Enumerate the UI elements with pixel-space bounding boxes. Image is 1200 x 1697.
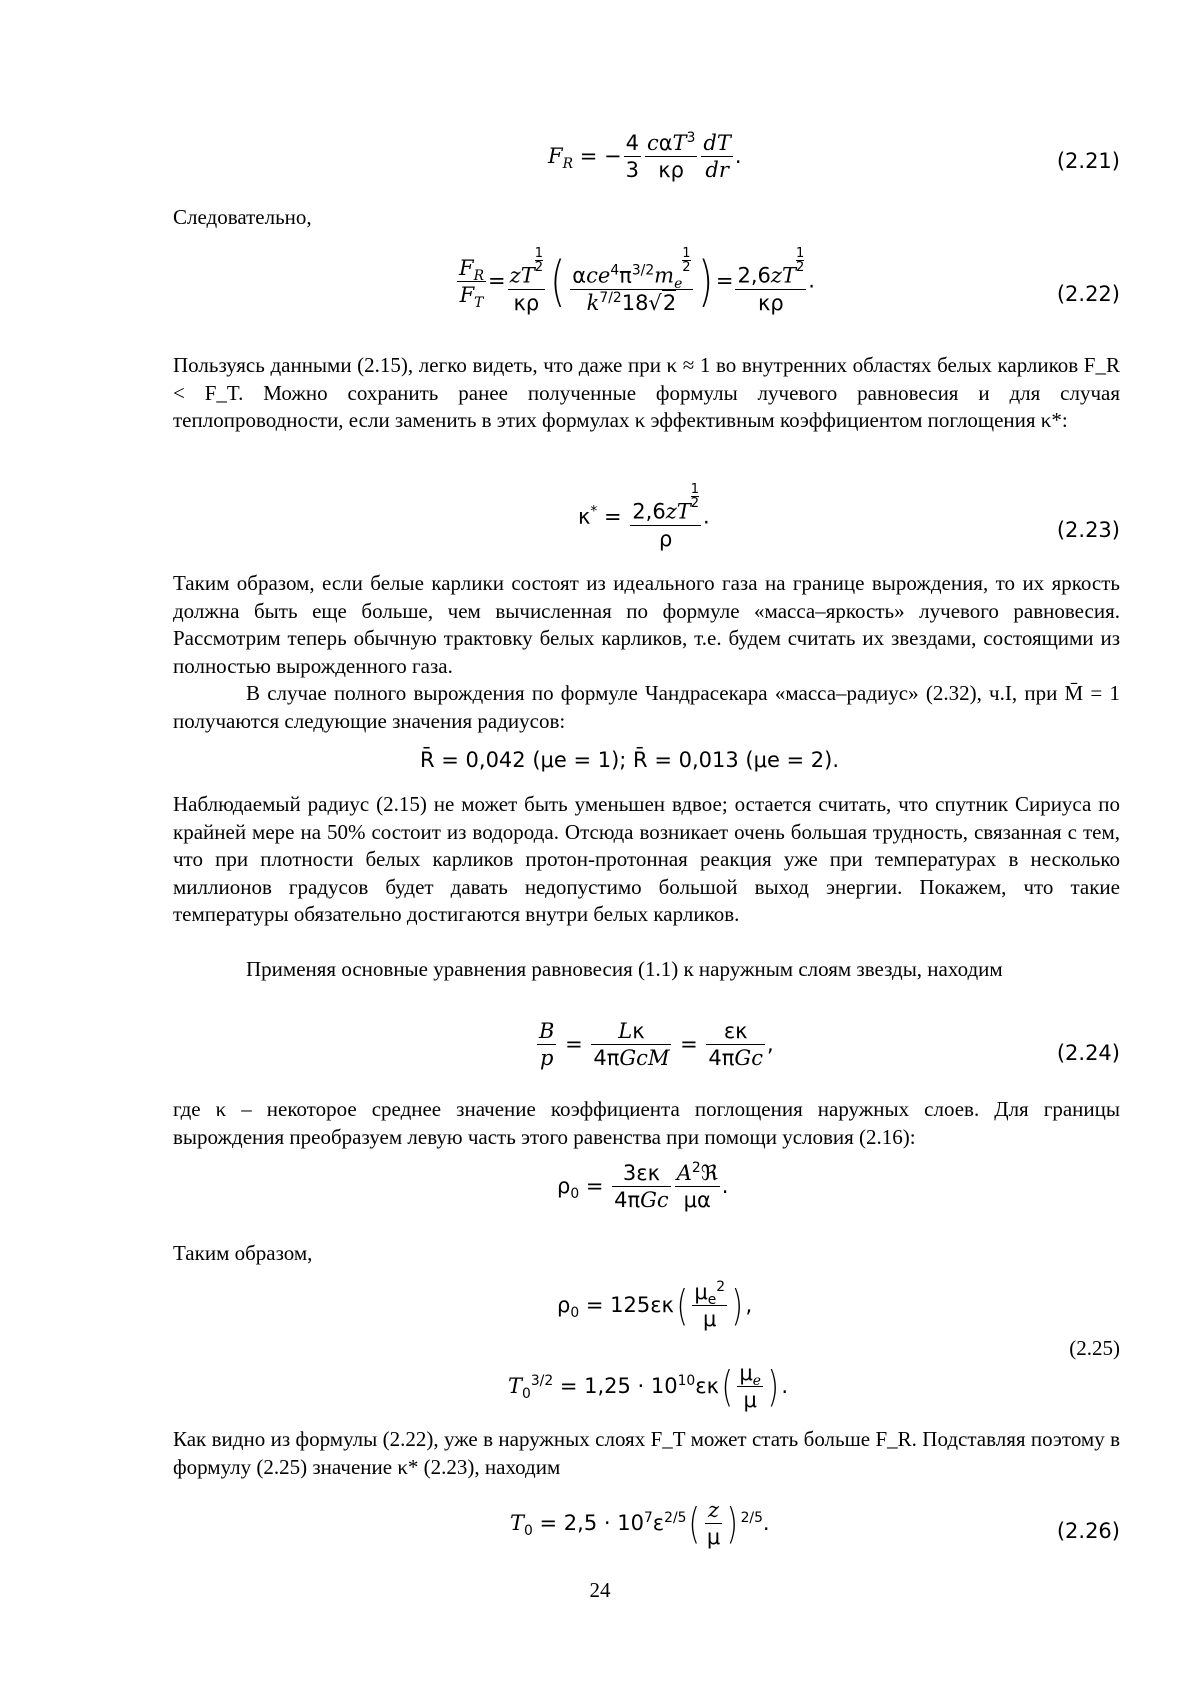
equation-number: (2.23)	[1056, 518, 1120, 542]
paragraph: Таким образом,	[173, 1241, 313, 1265]
equation-2-22: $\frac{F_R}{F_T}$ = zT $\frac{1}{2}$ κρ ( $\alpha ce^4\pi^{3/2}m_e$ $\frac{1}{2}$ $k^{7/2}18√2$ ) = 2,6zT $\frac{1}{2}$ κρ .	[459, 246, 815, 315]
equation-number: (2.21)	[1056, 149, 1120, 173]
equation-number: (2.26)	[1056, 1519, 1120, 1543]
paragraph: Пользуясь данными (2.15), легко видеть, что даже при κ ≈ 1 во внутренних областях белых карликов F_R < F_T. Можно сохранить ранее полученные формулы лучевого равновесия и для случая теплопроводности, если заменить в этих формулах κ эффективным коэффициентом поглощения κ*:	[173, 353, 1120, 432]
equation-2-23: κ* = 2,6zT $\frac{1}{2}$ ρ .	[578, 482, 710, 551]
equation-2-24: $\frac{B}{p}$ = $\frac{L\kappa}{\text{4πGcM}}$ = $\frac{\varepsilon\kappa}{\text{4πGc}}$ ,	[539, 1019, 774, 1071]
equation-number: (2.24)	[1056, 1041, 1120, 1065]
equation-number: (2.25)	[1069, 1336, 1120, 1360]
radii-equation: R̄ = 0,042 (μe = 1); R̄ = 0,013 (μe = 2).	[420, 748, 840, 772]
equation-2-25-t: $T_0^{3/2} = 1,25 \cdot 10^{10}\varepsilon\kappa$( $\frac{\mu_e}{\mu}$ ) .	[508, 1361, 789, 1413]
paragraph: где κ – некоторое среднее значение коэффициента поглощения наружных слоев. Для границы вырождения преобразуем левую часть этого равенства при помощи условия (2.16):	[173, 1097, 1120, 1149]
equation-rho0: $\rho_0$ = $\frac{3\varepsilon\kappa}{\text{4πGc}}$ $\frac{A^2ℜ}{\mu\alpha}$ .	[557, 1160, 729, 1213]
equation-number: (2.22)	[1056, 282, 1120, 306]
paragraph: В случае полного вырождения по формуле Чандрасекара «масса–радиус» (2.32), ч.I, при M̄ = 1 получаются следующие значения радиусов:	[173, 681, 1120, 733]
paragraph: Таким образом, если белые карлики состоят из идеального газа на границе вырождения, то их яркость должна быть еще больше, чем вычисленная по формуле «масса–яркость» лучевого равновесия. Рассмотрим теперь обычную трактовку белых карликов, т.е. будем считать их звездами, состоящими из полностью вырожденного газа.	[173, 571, 1120, 678]
paragraph: Применяя основные уравнения равновесия (1.1) к наружным слоям звезды, находим	[246, 957, 1003, 981]
equation-2-21: $F_R$ = − $\frac{4}{3}$ $\frac{c\alpha T^3}{\kappa\rho}$ $\frac{dT}{dr}$ .	[548, 130, 742, 183]
paragraph: Следовательно,	[173, 205, 312, 229]
equation-2-25-rho: $\rho_0 = 125\varepsilon\kappa$( $\frac{\mu_e^2}{\mu}$ ) ,	[557, 1279, 753, 1332]
paragraph: Как видно из формулы (2.22), уже в наружных слоях F_T может стать больше F_R. Подставляя поэтому в формулу (2.25) значение κ* (2.23), находим	[173, 1427, 1120, 1479]
paragraph: Наблюдаемый радиус (2.15) не может быть уменьшен вдвое; остается считать, что спутник Сириуса по крайней мере на 50% состоит из водорода. Отсюда возникает очень большая трудность, связанная с тем, что при плотности белых карликов протон-протонная реакция уже при температурах в несколько миллионов градусов будет давать недопустимо большой выход энергии. Покажем, что такие температуры обязательно достигаются внутри белых карликов.	[173, 792, 1120, 926]
page-number: 24	[589, 1578, 611, 1602]
equation-2-26: $T_0 = 2,5 \cdot 10^7\varepsilon^{2/5}$( $\frac{z}{\mu}$ ) $^{2/5}$.	[510, 1498, 770, 1550]
